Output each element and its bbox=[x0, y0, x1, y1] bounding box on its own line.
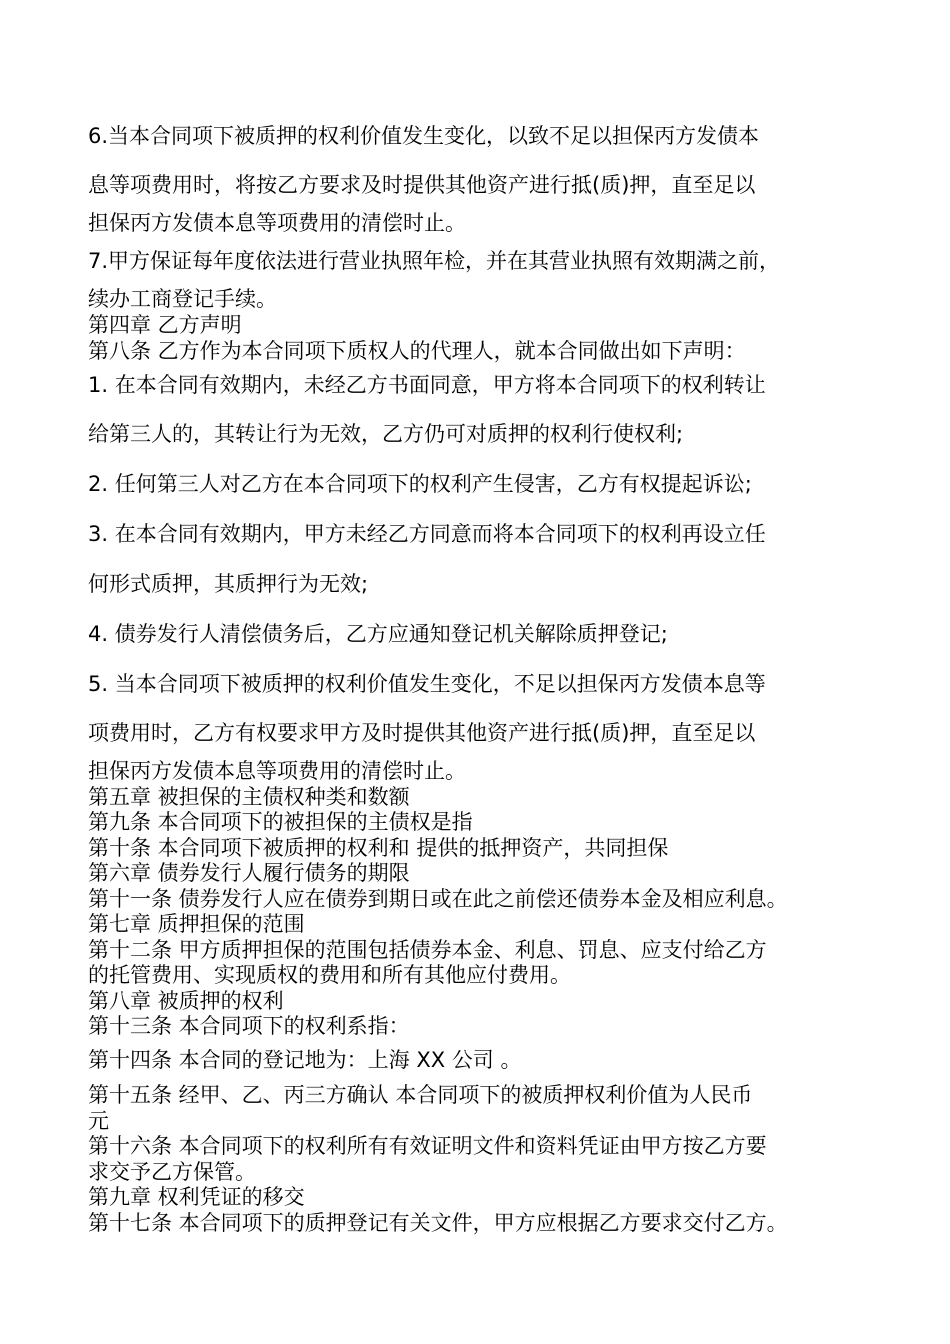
chapter-heading: 第五章 被担保的主债权种类和数额 bbox=[88, 785, 410, 809]
text-line: 担保丙方发债本息等项费用的清偿时止。 bbox=[88, 759, 466, 783]
chapter-heading: 第七章 质押担保的范围 bbox=[88, 912, 305, 936]
article-line: 第十二条 甲方质押担保的范围包括债券本金、利息、罚息、应支付给乙方 bbox=[88, 938, 767, 962]
article-line: 第十七条 本合同项下的质押登记有关文件，甲方应根据乙方要求交付乙方。 bbox=[88, 1211, 788, 1235]
text-line: 元 bbox=[88, 1109, 109, 1133]
text-line: 6.当本合同项下被质押的权利价值发生变化，以致不足以担保丙方发债本 bbox=[88, 124, 760, 148]
text-line: 7.甲方保证每年度依法进行营业执照年检，并在其营业执照有效期满之前， bbox=[88, 249, 781, 273]
chapter-heading: 第八章 被质押的权利 bbox=[88, 989, 284, 1013]
text-line: 何形式质押，其质押行为无效; bbox=[88, 572, 369, 596]
article-line: 第十条 本合同项下被质押的权利和 提供的抵押资产，共同担保 bbox=[88, 836, 669, 860]
text-line: 给第三人的，其转让行为无效，乙方仍可对质押的权利行使权利; bbox=[88, 422, 684, 446]
text-line: 2. 任何第三人对乙方在本合同项下的权利产生侵害，乙方有权提起诉讼; bbox=[88, 472, 752, 496]
article-line: 第十五条 经甲、乙、丙三方确认 本合同项下的被质押权利价值为人民币 bbox=[88, 1083, 753, 1107]
chapter-heading: 第六章 债券发行人履行债务的期限 bbox=[88, 861, 410, 885]
article-line: 的托管费用、实现质权的费用和所有其他应付费用。 bbox=[88, 963, 571, 987]
text-line: 3. 在本合同有效期内，甲方未经乙方同意而将本合同项下的权利再设立任 bbox=[88, 522, 766, 546]
article-line: 第十四条 本合同的登记地为：上海 XX 公司 。 bbox=[88, 1048, 522, 1072]
text-line: 项费用时，乙方有权要求甲方及时提供其他资产进行抵(质)押，直至足以 bbox=[88, 721, 756, 745]
article-line: 第十三条 本合同项下的权利系指： bbox=[88, 1014, 410, 1038]
article-line: 第九条 本合同项下的被担保的主债权是指 bbox=[88, 810, 473, 834]
text-line: 1. 在本合同有效期内，未经乙方书面同意，甲方将本合同项下的权利转让 bbox=[88, 373, 766, 397]
text-line: 息等项费用时，将按乙方要求及时提供其他资产进行抵(质)押，直至足以 bbox=[88, 173, 756, 197]
text-line: 担保丙方发债本息等项费用的清偿时止。 bbox=[88, 211, 466, 235]
article-heading: 第八条 乙方作为本合同项下质权人的代理人，就本合同做出如下声明： bbox=[88, 339, 746, 363]
text-line: 4. 债券发行人清偿债务后，乙方应通知登记机关解除质押登记; bbox=[88, 622, 668, 646]
text-line: 续办工商登记手续。 bbox=[88, 287, 277, 311]
chapter-heading: 第四章 乙方声明 bbox=[88, 313, 242, 337]
text-line: 5. 当本合同项下被质押的权利价值发生变化，不足以担保丙方发债本息等 bbox=[88, 672, 766, 696]
text-line: 求交予乙方保管。 bbox=[88, 1160, 256, 1184]
chapter-heading: 第九章 权利凭证的移交 bbox=[88, 1185, 305, 1209]
article-line: 第十六条 本合同项下的权利所有有效证明文件和资料凭证由甲方按乙方要 bbox=[88, 1134, 767, 1158]
article-line: 第十一条 债券发行人应在债券到期日或在此之前偿还债券本金及相应利息。 bbox=[88, 887, 788, 911]
